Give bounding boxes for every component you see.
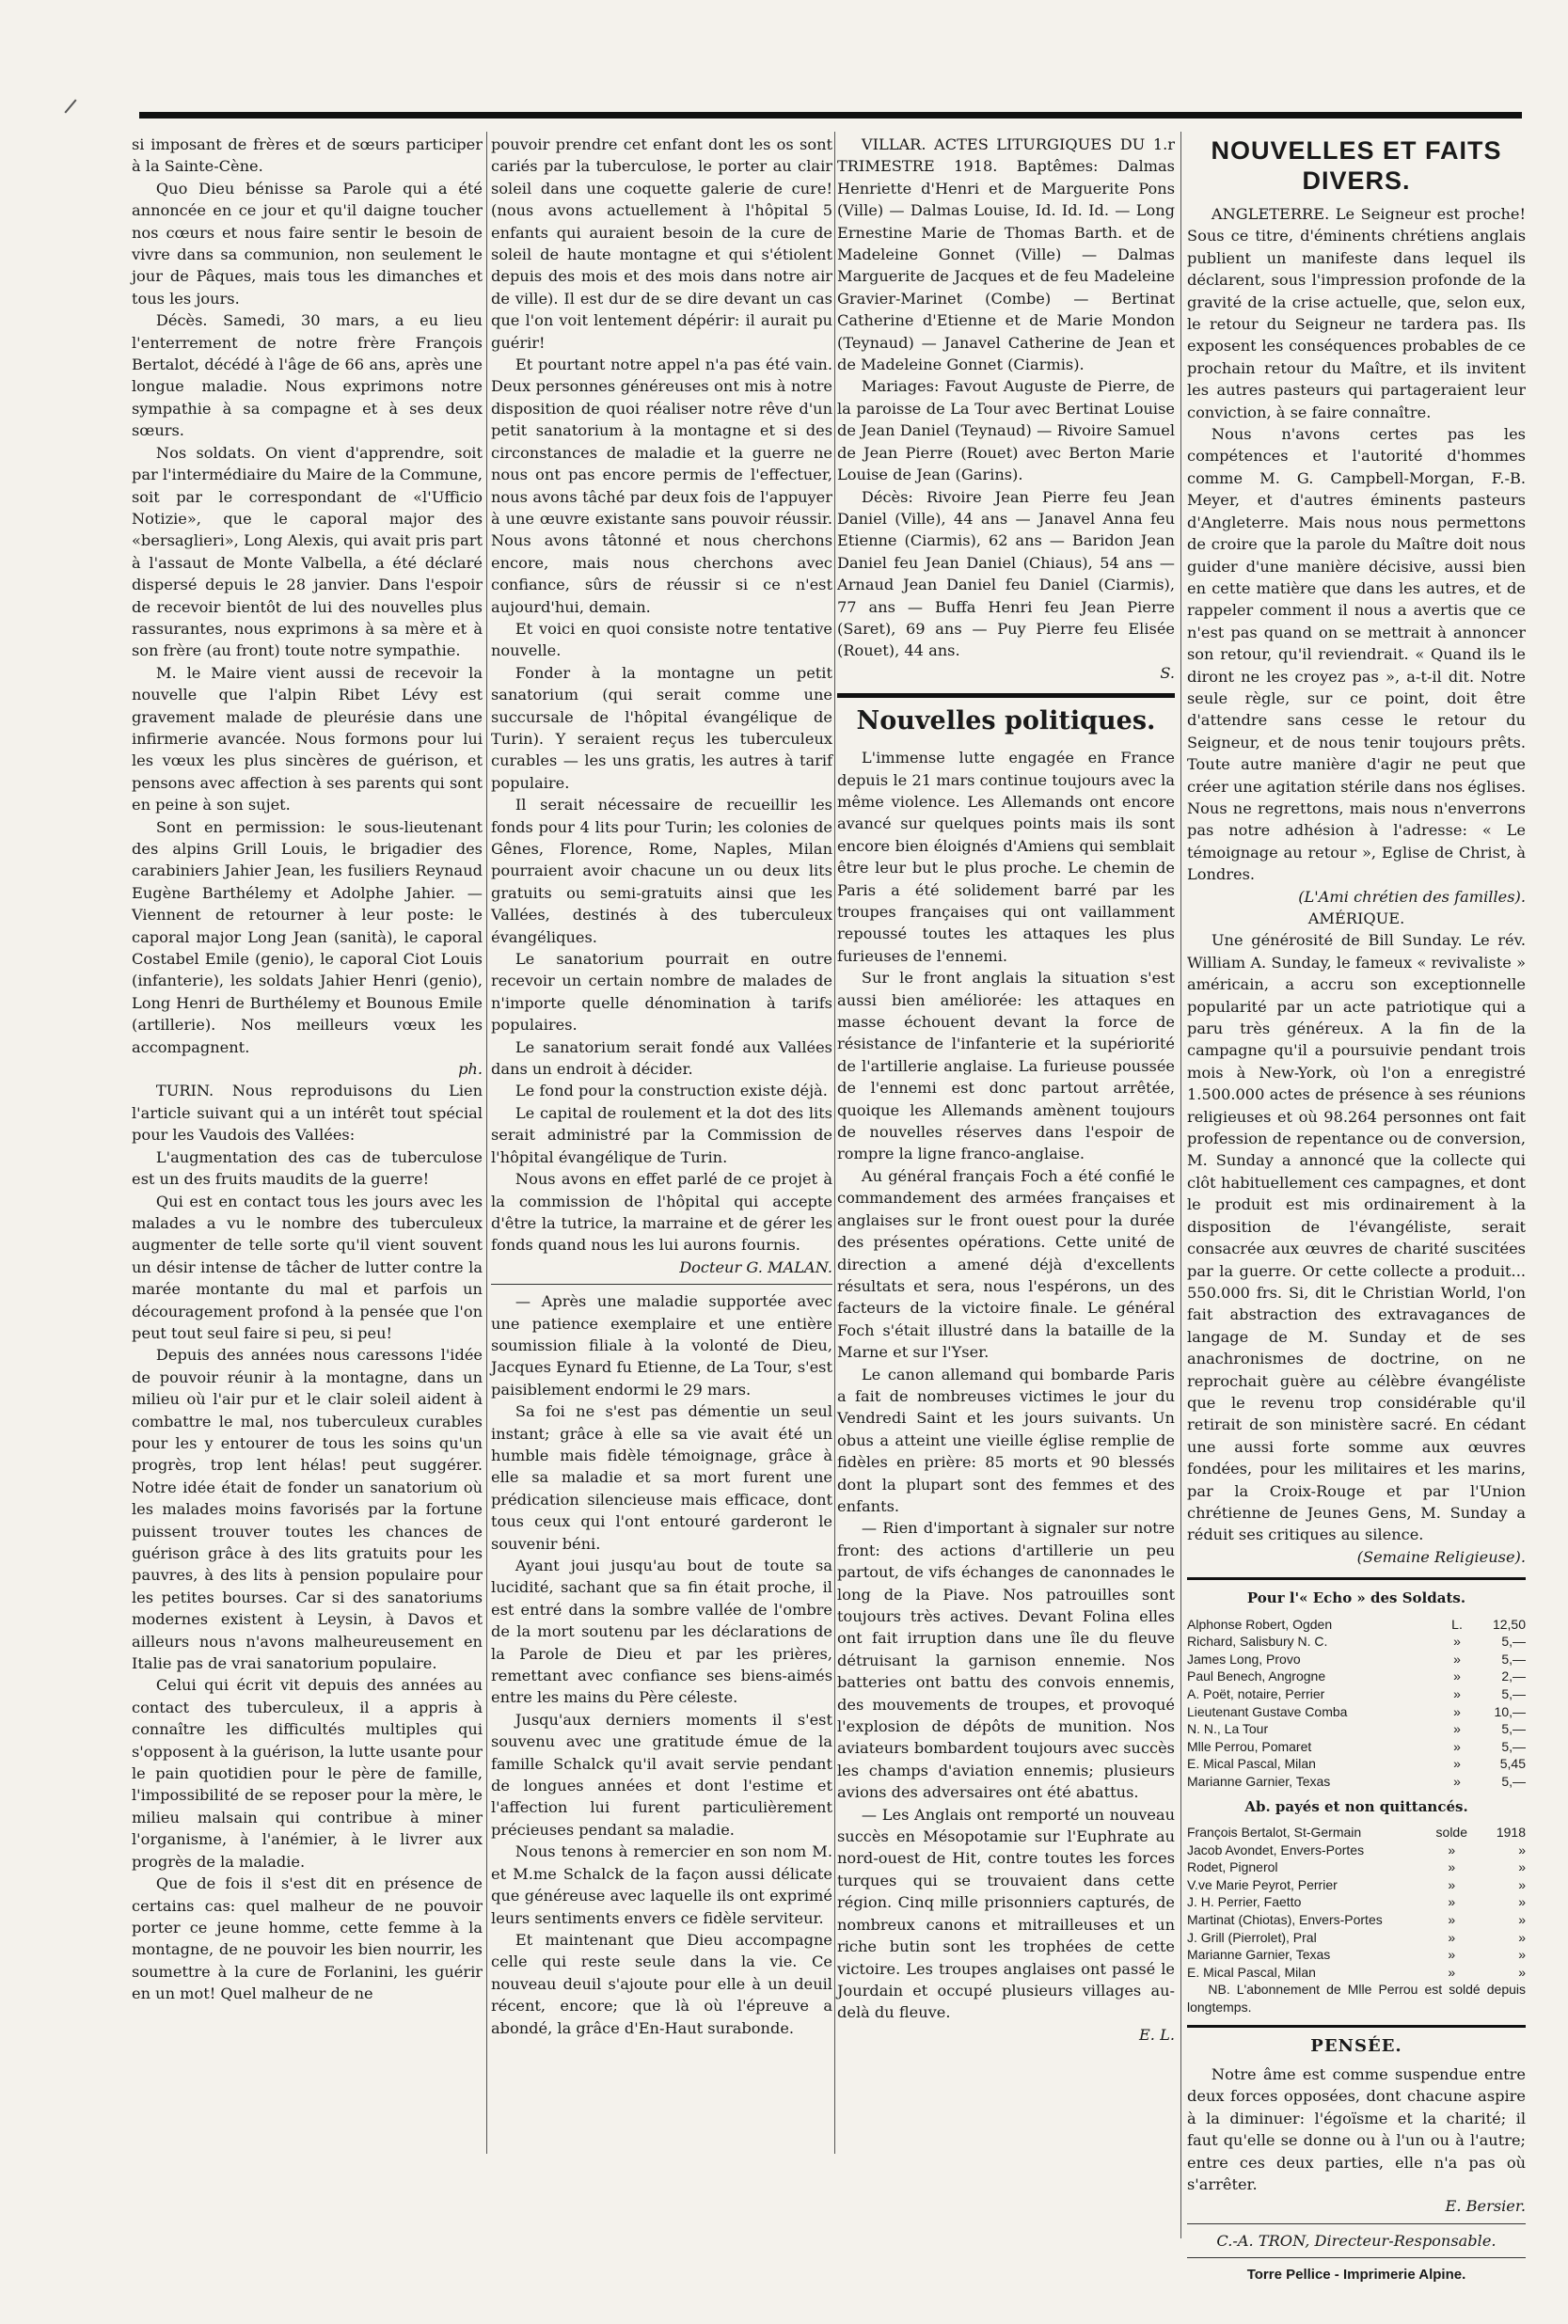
paragraph: Le sanatorium pourrait en outre recevoir un certain nombre de malades de n'importe quelle dénomination à tarifs populaires.: [491, 950, 832, 1035]
paragraph: Sa foi ne s'est pas démentie un seul instant; grâce à elle sa vie avait été un humble mais fidèle témoignage, grâce à elle sa maladie et sa mort furent une prédication silencieuse mais efficace, dont tous ceux qui l'ont entouré garderont le souvenir béni.: [491, 1402, 832, 1553]
signature: Docteur G. MALAN.: [679, 1257, 832, 1276]
column-divider: [1180, 132, 1181, 2238]
cell-m: »: [1448, 1911, 1456, 1927]
paragraph: Sur le front anglais la situation s'est aussi bien améliorée: les attaques en masse échouent devant la force de résistance de l'infanterie et la supériorité de l'artillerie anglaise. La furieuse poussée de l'ennemi est donc partout arrêtée, quoique les Allemands amènent toujours de nouvelles réserves dans l'espoir de rompre la ligne franco-anglaise.: [837, 969, 1175, 1163]
cell-m: »: [1453, 1721, 1461, 1737]
table-row: [1187, 1616, 1526, 1634]
cell-m: »: [1453, 1685, 1461, 1701]
cell-name: J. H. Perrier, Faetto: [1187, 1894, 1302, 1910]
cell-amt: »: [1518, 1947, 1526, 1963]
pensee-heading: PENSÉE.: [1310, 2036, 1402, 2057]
table-row: [1187, 1738, 1526, 1756]
cell-name: Marianne Garnier, Texas: [1187, 1947, 1331, 1963]
column-2: [491, 134, 832, 2156]
cell-name: Marianne Garnier, Texas: [1187, 1773, 1331, 1789]
cell-name: Lieutenant Gustave Comba: [1187, 1703, 1348, 1719]
paragraph: Nous tenons à remercier en son nom M. et M.me Schalck de la façon aussi délicate que généreuse avec laquelle ils ont exprimé leurs sentiments envers ce fidèle serviteur.: [491, 1842, 832, 1927]
table-row: [1187, 1633, 1526, 1651]
table-row: [1187, 1893, 1526, 1911]
subscriptions-table: [1187, 1824, 1526, 1981]
cell-name: Richard, Salisbury N. C.: [1187, 1634, 1328, 1650]
table-row: [1187, 1858, 1526, 1876]
signature: S.: [1160, 663, 1175, 682]
cell-amt: »: [1518, 1859, 1526, 1875]
divider: [1187, 2223, 1526, 2224]
cell-m: solde: [1435, 1824, 1467, 1840]
cell-m: »: [1453, 1703, 1461, 1719]
cell-amt: 5,—: [1501, 1651, 1526, 1667]
paragraph: pouvoir prendre cet enfant dont les os sont cariés par la tuberculose, le porter au clair soleil dans une coquette galerie de cure! (nous avons actuellement à l'hôpital 5 enfants qui auraient besoin de la cure de soleil de haute montagne et qui s'étiolent depuis des mois et des mois dans notre air de ville). Il est dur de se dire devant un cas que l'on voit lentement dépérir: il aurait pu guérir!: [491, 135, 832, 352]
paragraph: Mariages: Favout Auguste de Pierre, de la paroisse de La Tour avec Bertinat Louise de Jean Daniel (Teynaud) — Rivoire Samuel de Jean Pierre (Rouet) avec Berton Marie Louise de Jean (Garins).: [837, 377, 1175, 484]
donations-table: [1187, 1616, 1526, 1791]
section-rule: [837, 693, 1175, 698]
column-3: [837, 134, 1175, 2156]
paragraph: — Rien d'important à signaler sur notre front: des actions d'artillerie un peu partout, de vifs échanges de canonnades le long de la Piave. Nos patrouilles sont toujours très actives. Devant Folina elles ont fait irruption dans une île du fleuve détruisant la garnison ennemie. Nos batteries ont battu des convois ennemis, des mouvements de troupes, et provoqué l'explosion de dépôts de munition. Nos aviateurs bombardent toujours avec succès les champs d'aviation ennemis; plusieurs avions des adversaires ont été abattus.: [837, 1519, 1175, 1802]
paragraph: VILLAR. ACTES LITURGIQUES DU 1.r TRIMESTRE 1918. Baptêmes: Dalmas Henriette d'Henri et de Marguerite Pons (Ville) — Dalmas Louise, Id. Id. Id. — Long Ernestine Marie de Thomas Barth. et de Madeleine Gonnet (Ville) — Dalmas Marguerite de Jacques et de feu Madeleine Gravier-Marinet (Combe) — Bertinat Catherine d'Etienne et de Marie Mondon (Teynaud) — Janavel Catherine de Jean et de Madeleine Gonnet (Ciarmis).: [837, 135, 1175, 374]
cell-name: N. N., La Tour: [1187, 1721, 1269, 1737]
subheading: AMÉRIQUE.: [1307, 909, 1405, 927]
table-row: [1187, 1668, 1526, 1685]
cell-amt: »: [1518, 1894, 1526, 1910]
donations-title: Pour l'« Echo » des Soldats.: [1246, 1589, 1466, 1607]
table-row: [1187, 1911, 1526, 1929]
note: NB. L'abonnement de Mlle Perrou est soldé depuis longtemps.: [1187, 1982, 1526, 2015]
cell-amt: »: [1518, 1911, 1526, 1927]
paragraph: Décès. Samedi, 30 mars, a eu lieu l'enterrement de notre frère François Bertalot, décédé à l'âge de 66 ans, après une longue maladie. Nous exprimons notre sympathie à sa compagne et à ses deux sœurs.: [132, 311, 483, 440]
paragraph: Et voici en quoi consiste notre tentative nouvelle.: [491, 619, 832, 660]
paragraph: Jusqu'aux derniers moments il s'est souvenu avec une gratitude émue de la famille Schalck qu'il avait servie pendant de longues années et dont l'estime et l'affection lui furent particulièrement précieuses pendant sa maladie.: [491, 1710, 832, 1839]
paragraph: Nous avons en effet parlé de ce projet à la commission de l'hôpital qui accepte d'être la tutrice, la marraine et de gérer les fonds quand nous les lui aurons fournis.: [491, 1170, 832, 1255]
imprint: Torre Pellice - Imprimerie Alpine.: [1246, 2267, 1466, 2284]
section-heading: Nouvelles politiques.: [856, 706, 1156, 736]
table-row: [1187, 1755, 1526, 1773]
paragraph: Nos soldats. On vient d'apprendre, soit par l'intermédiaire du Maire de la Commune, soit par le correspondant de «l'Ufficio Notizie», que le caporal major des «bersaglieri», Long Alexis, qui avait pris part à l'assaut de Monte Valbella, a été déclaré dispersé depuis le 28 janvier. Dans l'espoir de recevoir bientôt de lui des nouvelles plus rassurantes, nous exprimons à sa mère et à son frère (au front) toute notre sympathie.: [132, 443, 483, 660]
cell-amt: 5,—: [1501, 1721, 1526, 1737]
cell-name: Jacob Avondet, Envers-Portes: [1187, 1842, 1365, 1858]
paragraph: Une générosité de Bill Sunday. Le rév. William A. Sunday, le fameux « revivaliste » américain, a accru son exceptionnelle popularité par un acte patriotique qui a paru très généreux. A la fin de la campagne qu'il a poursuivie pendant trois mois à New-York, où l'on a enregistré 1.500.000 actes de présence à ses réunions religieuses et où 98.264 personnes ont fait profession de repentance ou de conversion, M. Sunday a annoncé que la collecte qui clôt habituellement ces campagnes, et dont le produit est mis ordinairement à la disposition de l'évangéliste, serait consacrée aux œuvres de charité suscitées par la guerre. Or cette collecte a produit... 550.000 frs. Si, dit le Christian World, l'on fait abstraction des extravagances de langage de M. Sunday et de ses anachronismes de doctrine, on ne reprochait guère au célèbre évangéliste que le revenu trop considérable qu'il retirait de son ministère sacré. En cédant une aussi forte somme aux œuvres fondées, pour les militaires et les marins, par la Croix-Rouge et par l'Union chrétienne de Jeunes Gens, M. Sunday a réduit ses critiques au silence.: [1187, 931, 1526, 1544]
cell-amt: »: [1518, 1842, 1526, 1858]
column-4: [1187, 134, 1526, 2284]
paragraph: Quo Dieu bénisse sa Parole qui a été annoncée en ce jour et qu'il daigne toucher nos cœurs et nous faire sentir le besoin de vivre dans sa communion, non seulement le jour de Pâques, mais tous les dimanches et tous les jours.: [132, 179, 483, 308]
cell-m: L.: [1451, 1616, 1463, 1632]
paragraph: Que de fois il s'est dit en présence de certains cas: quel malheur de ne pouvoir porter ce jeune homme, cette femme à la montagne, de ne pouvoir les bien nourrir, les soumettre à la cure de Forlanini, les guérir en un mot! Quel malheur de ne: [132, 1874, 483, 2003]
signature: ph.: [458, 1060, 483, 1079]
cell-m: »: [1453, 1756, 1461, 1772]
cell-amt: 12,50: [1492, 1616, 1526, 1632]
cell-name: Mlle Perrou, Pomaret: [1187, 1738, 1312, 1754]
cell-amt: 1918: [1496, 1824, 1526, 1840]
cell-m: »: [1448, 1876, 1456, 1892]
cell-m: »: [1453, 1738, 1461, 1754]
paragraph: Décès: Rivoire Jean Pierre feu Jean Daniel (Ville), 44 ans — Janavel Anna feu Etienne (Ciarmis), 62 ans — Baridon Jean Daniel feu Jean Daniel (Chiaus), 54 ans — Arnaud Jean Daniel feu Daniel (Ciarmis), 77 ans — Buffa Henri feu Jean Pierre (Saret), 69 ans — Puy Pierre feu Elisée (Rouet), 44 ans.: [837, 487, 1175, 660]
section-heading: NOUVELLES ET FAITS DIVERS.: [1211, 136, 1502, 195]
paragraph: Ayant joui jusqu'au bout de toute sa lucidité, sachant que sa fin était proche, il est entré dans la sombre vallée de l'ombre de la mort soutenu par les déclarations de la Parole de Dieu et par les prières, remettant avec confiance ses biens-aimés entre les mains du Père céleste.: [491, 1557, 832, 1707]
cell-name: Alphonse Robert, Ogden: [1187, 1616, 1333, 1632]
paragraph: Nous n'avons certes pas les compétences et l'autorité d'hommes comme M. G. Campbell-Morgan, F.-B. Meyer, et d'autres éminents pasteurs d'Angleterre. Mais nous nous permettons de croire que la parole du Maître doit nous guider d'une manière décisive, aussi bien en cette matière que dans les autres, et de rappeler comment il nous a avertis que ce n'est pas quand on se mettrait à annoncer son retour, qu'il reviendrait. « Quand ils le diront ne les croyez pas », a-t-il dit. Notre seule règle, sur ce point, doit être d'attendre sans cesse le retour du Seigneur, et de nous tenir toujours prêts. Toute autre manière d'agir ne peut que créer une agitation stérile dans nos églises. Nous ne regrettons, mais nous n'enverrons pas notre adhésion à l'adresse: « Le témoignage au retour », Eglise de Christ, à Londres.: [1187, 425, 1526, 884]
cell-amt: 10,—: [1494, 1703, 1526, 1719]
cell-m: »: [1448, 1859, 1456, 1875]
cell-amt: 5,—: [1501, 1634, 1526, 1650]
cell-amt: »: [1518, 1929, 1526, 1945]
cell-amt: 5,45: [1499, 1756, 1526, 1772]
top-rule: [139, 112, 1522, 119]
cell-amt: 2,—: [1501, 1668, 1526, 1684]
cell-name: Rodet, Pignerol: [1187, 1859, 1278, 1875]
paragraph: Depuis des années nous caressons l'idée de pouvoir réunir à la montagne, dans un milieu où l'air pur et le clair soleil aident à combattre le mal, nos tuberculeux curables pour les y entourer de tous les soins qu'un progrès, trop lent hélas! peut suggérer. Notre idée était de fonder un sanatorium où les malades moins favorisés par la fortune puissent trouver toutes les chances de guérison grâce à des lits gratuits pour les pauvres, à des lits à pension populaire pour les petites bourses. Car si des sanatoriums modernes existent à Leysin, à Davos et ailleurs nous n'avons malheureusement en Italie pas de vrai sanatorium populaire.: [132, 1346, 483, 1673]
paragraph: Le canon allemand qui bombarde Paris a fait de nombreuses victimes le jour du Vendredi Saint et les jours suivants. Un obus a atteint une vieille église remplie de fidèles en prière: 85 morts et 90 blessés dont la plupart sont des femmes et des enfants.: [837, 1365, 1175, 1515]
cell-name: E. Mical Pascal, Milan: [1187, 1756, 1316, 1772]
cell-m: »: [1453, 1651, 1461, 1667]
paragraph: Le fond pour la construction existe déjà.: [515, 1082, 828, 1100]
paragraph: M. le Maire vient aussi de recevoir la nouvelle que l'alpin Ribet Lévy est gravement malade de pleurésie dans une infirmerie avancée. Nous formons pour lui les vœux les plus sincères de guérison, et pensons avec affection à ses parents qui sont en peine à son sujet.: [132, 663, 483, 814]
signature: E. Bersier.: [1445, 2197, 1526, 2216]
table-row: [1187, 1773, 1526, 1791]
paragraph: — Les Anglais ont remporté un nouveau succès en Mésopotamie sur l'Euphrate au nord-ouest de Hit, contre toutes les forces turques qui se trouvaient dans cette région. Cinq mille prisonniers capturés, de nombreux canons et mitrailleuses et un riche butin sont les trophées de cette victoire. Les troupes anglaises ont passé le Jourdain et occupé plusieurs villages au-delà du fleuve.: [837, 1805, 1175, 2022]
column-divider: [834, 132, 835, 2154]
cell-name: A. Poët, notaire, Perrier: [1187, 1685, 1325, 1701]
table-row: [1187, 1876, 1526, 1894]
cell-m: »: [1453, 1634, 1461, 1650]
paragraph: Le capital de roulement et la dot des lits serait administré par la Commission de l'hôpital évangélique de Turin.: [491, 1103, 832, 1166]
cell-amt: 5,—: [1501, 1773, 1526, 1789]
cell-name: Martinat (Chiotas), Envers-Portes: [1187, 1911, 1383, 1927]
paragraph: Qui est en contact tous les jours avec les malades a vu le nombre des tuberculeux augmenter de telle sorte qu'il vient souvent un désir intense de tâcher de lutter contre la marée montante du mal et parfois un découragement profond à la pensée que l'on peut tout seul faire si peu, si peu!: [132, 1192, 483, 1342]
source-credit: (Semaine Religieuse).: [1356, 1547, 1526, 1566]
source-credit: (L'Ami chrétien des familles).: [1298, 887, 1526, 906]
subscriptions-title: Ab. payés et non quittancés.: [1244, 1797, 1468, 1815]
paragraph: Sont en permission: le sous-lieutenant des alpins Grill Louis, le brigadier des carabiniers Jahier Jean, les fusiliers Reynaud Eugène Barthélemy et Adolphe Jahier. — Viennent de retourner à leur poste: le caporal major Long Jean (sanità), le caporal Costabel Emile (genio), le caporal Ciot Louis (infanterie), les soldats Jahier Henri (genio), Long Henri de Burthélemy et Bounous Emile (artillerie). Nos meilleurs vœux les accompagnent.: [132, 817, 483, 1056]
table-row: [1187, 1842, 1526, 1859]
divider: [1187, 2257, 1526, 2258]
paragraph: TURIN. Nous reproduisons du Lien l'article suivant qui a un intérêt tout spécial pour les Vaudois des Vallées:: [132, 1082, 483, 1145]
signature: E. L.: [1138, 2025, 1175, 2044]
column-1: [132, 134, 483, 2156]
paragraph: Il serait nécessaire de recueillir les fonds pour 4 lits pour Turin; les colonies de Gênes, Florence, Rome, Naples, Milan pourraient avoir chacune un ou deux lits gratuits ou semi-gratuits ainsi que les Vallées, destinés à des tuberculeux évangéliques.: [491, 796, 832, 946]
cell-m: »: [1448, 1894, 1456, 1910]
cell-name: James Long, Provo: [1187, 1651, 1301, 1667]
section-rule: [1187, 2025, 1526, 2028]
paragraph: Au général français Foch a été confié le commandement des armées françaises et anglaises sur le front ouest pour la durée des présentes opérations. Cette unité de direction a amené déjà d'excellents résultats et sera, nous l'espérons, un des facteurs de la victoire finale. Le général Foch s'était illustré dans la bataille de la Marne et sur l'Yser.: [837, 1166, 1175, 1362]
cell-amt: »: [1518, 1876, 1526, 1892]
cell-amt: »: [1518, 1964, 1526, 1980]
cell-amt: 5,—: [1501, 1685, 1526, 1701]
table-row: [1187, 1651, 1526, 1668]
cell-name: J. Grill (Pierrolet), Pral: [1187, 1929, 1317, 1945]
cell-name: E. Mical Pascal, Milan: [1187, 1964, 1316, 1980]
cell-m: »: [1448, 1947, 1456, 1963]
cell-m: »: [1448, 1842, 1456, 1858]
paragraph: L'augmentation des cas de tuberculose est un des fruits maudits de la guerre!: [132, 1147, 483, 1189]
paragraph: Fonder à la montagne un petit sanatorium (qui serait comme une succursale de l'hôpital évangélique de Turin). Y seraient reçus les tuberculeux curables — les uns gratis, les autres à tarif populaire.: [491, 663, 832, 792]
director-line: C.-A. TRON, Directeur-Responsable.: [1216, 2231, 1497, 2250]
divider: [491, 1284, 832, 1285]
paragraph: Celui qui écrit vit depuis des années au contact des tuberculeux, il a appris à connaître les difficultés multiples qui s'opposent à la guérison, la lutte usante pour le pain quotidien pour le père de famille, l'impossibilité de se reposer pour la mère, le milieu malsain qui contribue à miner l'organisme, à l'anémier, à le livrer aux progrès de la maladie.: [132, 1676, 483, 1871]
paragraph: Le sanatorium serait fondé aux Vallées dans un endroit à décider.: [491, 1037, 832, 1079]
cell-m: »: [1453, 1773, 1461, 1789]
paragraph: ANGLETERRE. Le Seigneur est proche! Sous ce titre, d'éminents chrétiens anglais publient un manifeste dans lequel ils déclarent, sous l'impression profonde de la gravité de la crise actuelle, que, selon eux, le retour du Seigneur ne tardera pas. Ils exposent les conséquences probables de ce prochain retour du Maître, et ils invitent les autres pasteurs qui partageraient leur conviction, à se faire connaître.: [1187, 205, 1526, 421]
table-row: [1187, 1929, 1526, 1947]
paragraph: Notre âme est comme suspendue entre deux forces opposées, dont chacune aspire à la diminuer: l'égoïsme et la charité; il faut qu'elle se donne ou à l'un ou à l'autre; entre ces deux parties, elle n'a pas où s'arrêter.: [1187, 2064, 1526, 2193]
cell-amt: 5,—: [1501, 1738, 1526, 1754]
table-row: [1187, 1685, 1526, 1703]
table-row: [1187, 1720, 1526, 1738]
cell-m: »: [1448, 1929, 1456, 1945]
paragraph: Et pourtant notre appel n'a pas été vain. Deux personnes généreuses ont mis à notre disposition de quoi réaliser notre rêve d'un petit sanatorium à la montagne et si des circonstances de maladie et la guerre ne nous ont pas encore permis de l'effectuer, nous avons tâché par deux fois de l'appuyer à une œuvre existante sans pouvoir réussir. Nous avons tâtonné et nous cherchons encore, mais nous cherchons avec confiance, sûrs de réussir si ce n'est aujourd'hui, demain.: [491, 356, 832, 616]
paragraph: — Après une maladie supportée avec une patience exemplaire et une entière soumission filiale à la volonté de Dieu, Jacques Eynard fu Etienne, de La Tour, s'est paisiblement endormi le 29 mars.: [491, 1292, 832, 1399]
section-rule: [1187, 1577, 1526, 1580]
cell-m: »: [1453, 1668, 1461, 1684]
cell-name: François Bertalot, St-Germain: [1187, 1824, 1362, 1840]
table-row: [1187, 1964, 1526, 1982]
cell-name: Paul Benech, Angrogne: [1187, 1668, 1326, 1684]
cell-m: »: [1448, 1964, 1456, 1980]
margin-mark: [64, 99, 76, 113]
table-row: [1187, 1703, 1526, 1721]
paragraph: si imposant de frères et de sœurs participer à la Sainte-Cène.: [132, 135, 483, 176]
paragraph: L'immense lutte engagée en France depuis le 21 mars continue toujours avec la même violence. Les Allemands ont encore avancé sur quelques points mais ils sont encore bien éloignés d'Amiens qui semblait être leur but le plus proche. Le chemin de Paris a été solidement barré par les troupes françaises qui ont vaillamment repoussé toutes les attaques les plus furieuses de l'ennemi.: [837, 749, 1175, 965]
column-divider: [486, 132, 487, 2154]
table-row: [1187, 1946, 1526, 1964]
table-row: [1187, 1824, 1526, 1842]
cell-name: V.ve Marie Peyrot, Perrier: [1187, 1876, 1338, 1892]
paragraph: Et maintenant que Dieu accompagne celle qui reste seule dans la vie. Ce nouveau deuil s'ajoute pour elle à un deuil récent, encore; que là où l'épreuve a abondé, la grâce d'En-Haut surabonde.: [491, 1930, 832, 2037]
